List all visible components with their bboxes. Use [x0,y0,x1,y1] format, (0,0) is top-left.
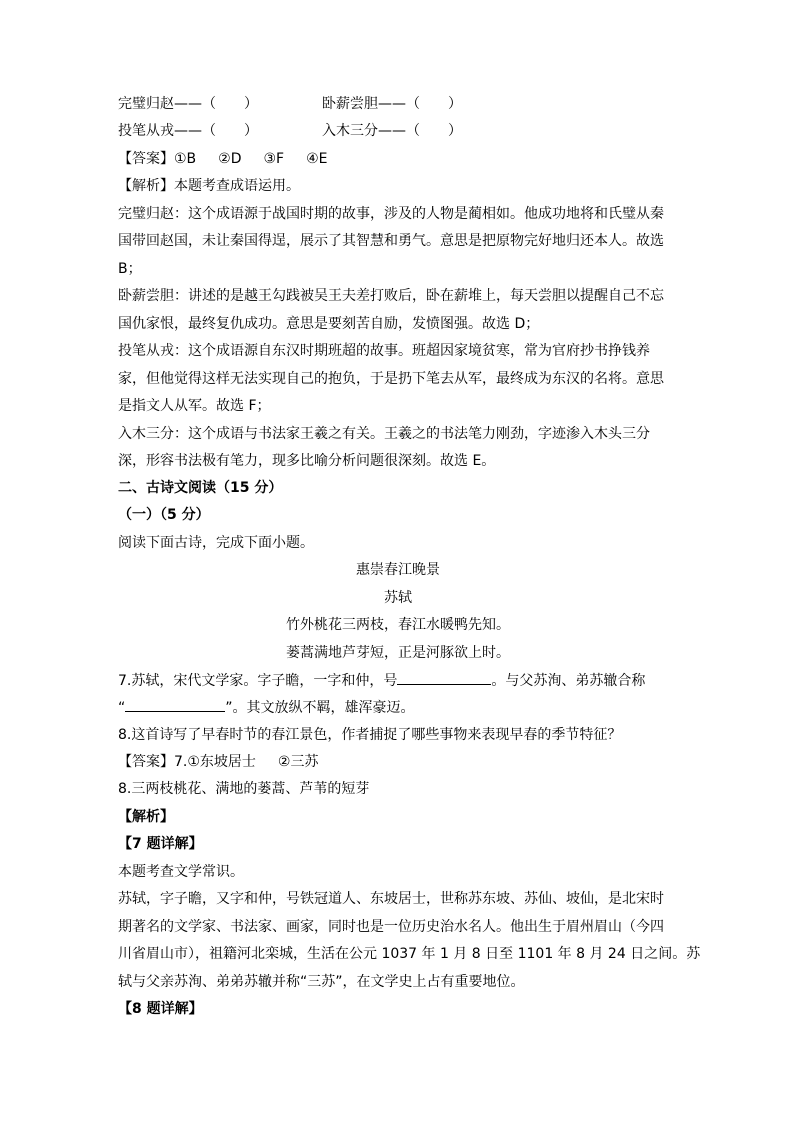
question-7-cont [118,697,678,718]
answer-label: 【答案】 [118,151,174,167]
section-heading: 二、古诗文阅读（15 分） [118,480,283,496]
instruction-text: 阅读下面古诗，完成下面小题。 [118,535,314,551]
q7-detail-line: 轼与父亲苏洵、弟弟苏辙并称“三苏”，在文学史上占有重要地位。 [118,974,525,990]
q7-detail-line: 川省眉山市），祖籍河北栾城，生活在公元 1037 年 1 月 8 日至 1101 年 8 月 24 日之间。苏 [118,946,701,962]
question-7-text-2: 。与父苏洵、弟苏辙合称 [491,673,646,689]
idiom-row-2-right: 入木三分——（ ） [322,123,462,139]
answer-item: ①B [174,151,197,167]
poem-line-1: 竹外桃花三两枝，春江水暖鸭先知。 [286,617,510,633]
poem-title: 惠崇春江晚景 [356,562,440,578]
answer-7-prefix: 7. [174,754,188,770]
answer-item: ②三苏 [277,754,319,770]
analysis-line: 入木三分：这个成语与书法家王羲之有关。王羲之的书法笔力刚劲，字迹渗入木头三分 [118,426,650,442]
idiom-row-2-left: 投笔从戎——（ ） [118,123,258,139]
analysis-line: 卧薪尝胆：讲述的是越王勾践被吴王夫差打败后，卧在薪堆上，每天尝胆以提醒自己不忘 [118,288,664,304]
analysis-line: 国带回赵国，未让秦国得逞，展示了其智慧和勇气。意思是把原物完好地归还本人。故选 [118,233,664,249]
answer-item: ③F [263,151,285,167]
answer-item: ②D [218,151,242,167]
answer-item: ④E [306,151,328,167]
idiom-row-1-left: 完璧归赵——（ ） [118,96,258,112]
analysis-intro: 【解析】本题考查成语运用。 [118,178,300,194]
answer-item: ①东坡居士 [187,754,256,770]
answer-blank-1[interactable] [397,670,491,685]
q7-detail-line: 苏轼，字子瞻，又字和仲，号铁冠道人、东坡居士，世称苏东坡、苏仙、坡仙，是北宋时 [118,891,664,907]
q7-detail-line: 期著名的文学家、书法家、画家，同时也是一位历史治水名人。他出生于眉州眉山（今四 [118,919,664,935]
poem-line-2: 蒌蒿满地芦芽短，正是河豚欲上时。 [286,645,510,661]
analysis-line: 深，形容书法极有笔力，现多比喻分析问题很深刻。故选 E。 [118,453,496,469]
poem-author: 苏轼 [384,590,412,606]
q7-detail-intro: 本题考查文学常识。 [118,864,244,880]
q7-detail-heading: 【7 题详解】 [118,836,203,852]
answer-label: 【答案】 [118,754,174,770]
answer-line-1 [118,149,678,169]
question-7 [118,670,678,691]
q8-detail-heading: 【8 题详解】 [118,1001,203,1017]
analysis-line: 投笔从戎：这个成语源自东汉时期班超的故事。班超因家境贫寒，常为官府抄书挣钱养 [118,343,650,359]
analysis-line: B； [118,261,142,277]
analysis-line: 国仇家恨，最终复仇成功。意思是要刻苦自励，发愤图强。故选 D； [118,316,540,332]
section-subheading: （一）（5 分） [118,507,210,523]
answer-blank-2[interactable] [125,697,225,712]
analysis-line: 是指文人从军。故选 F； [118,398,271,414]
analysis-label: 【解析】 [118,809,174,825]
question-7-text-3: ”。其文放纵不羁，雄浑豪迈。 [225,700,415,716]
quote-open: “ [118,700,126,716]
analysis-line: 家，但他觉得这样无法实现自己的抱负，于是扔下笔去从军，最终成为东汉的名将。意思 [118,371,664,387]
answer-line-2 [118,752,678,772]
question-7-text: 7.苏轼，宋代文学家。字子瞻，一字和仲，号 [118,673,398,689]
idiom-row-1-right: 卧薪尝胆——（ ） [322,96,462,112]
question-8: 8.这首诗写了早春时节的春江景色，作者捕捉了哪些事物来表现早春的季节特征？ [118,727,622,743]
analysis-line: 完璧归赵：这个成语源于战国时期的故事，涉及的人物是蔺相如。他成功地将和氏璧从秦 [118,206,664,222]
answer-8: 8.三两枝桃花、满地的蒌蒿、芦苇的短芽 [118,781,370,797]
